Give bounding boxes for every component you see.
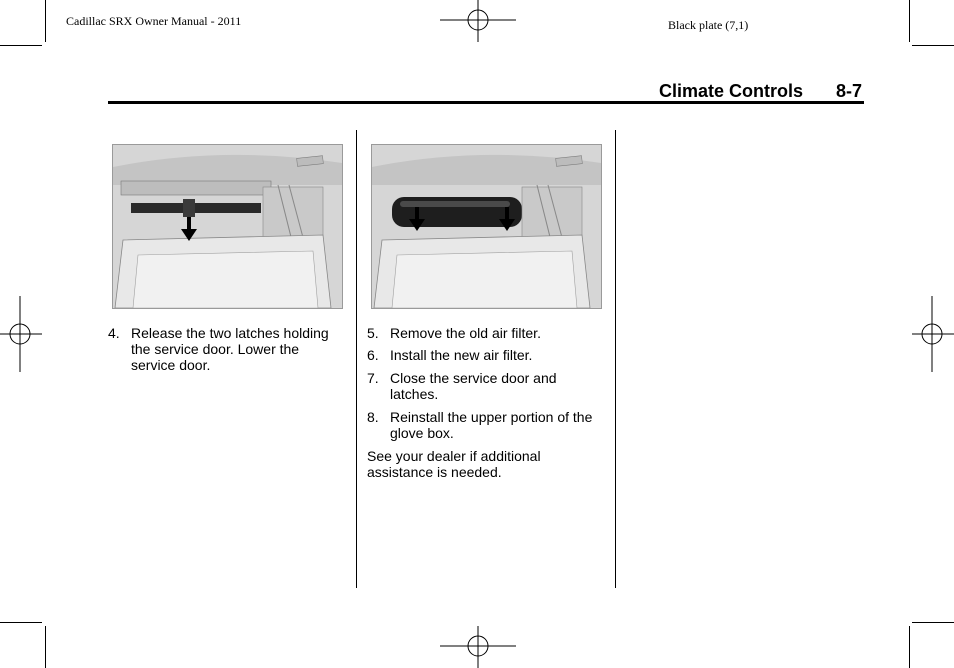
crop-mark	[0, 622, 42, 623]
crop-mark	[45, 0, 46, 42]
crop-mark	[909, 626, 910, 668]
service-door-illustration	[112, 144, 343, 309]
step-text: Release the two latches holding the service door. Lower the service door.	[131, 325, 329, 373]
crop-mark	[45, 626, 46, 668]
registration-mark-icon	[0, 296, 42, 372]
heading-rule	[108, 101, 864, 104]
registration-mark-icon	[440, 0, 516, 42]
column-divider	[356, 130, 357, 588]
crop-mark	[0, 45, 42, 46]
column-divider	[615, 130, 616, 588]
registration-mark-icon	[912, 296, 954, 372]
closing-note: See your dealer if additional assistance is needed.	[367, 448, 541, 480]
step-text: Remove the old air filter.	[390, 325, 541, 341]
air-filter-illustration	[371, 144, 602, 309]
crop-mark	[909, 0, 910, 42]
section-title: Climate Controls	[659, 81, 804, 101]
step-number: 7.	[367, 370, 379, 386]
step-text: Close the service door and latches.	[390, 370, 557, 402]
step-text: Reinstall the upper portion of the glove box.	[390, 409, 593, 441]
step-number: 8.	[367, 409, 379, 425]
crop-mark	[912, 45, 954, 46]
registration-mark-icon	[440, 626, 516, 668]
step-item	[367, 347, 607, 363]
manual-title: Cadillac SRX Owner Manual - 2011	[66, 14, 242, 28]
plate-label: Black plate (7,1)	[668, 18, 749, 32]
step-number: 6.	[367, 347, 379, 363]
step-number: 5.	[367, 325, 379, 341]
step-item	[108, 325, 343, 373]
step-item	[367, 370, 607, 402]
crop-mark	[912, 622, 954, 623]
step-item	[367, 409, 607, 441]
step-text: Install the new air filter.	[390, 347, 533, 363]
page-number: 8-7	[836, 81, 863, 101]
step-item	[367, 325, 607, 341]
step-number: 4.	[108, 325, 120, 341]
